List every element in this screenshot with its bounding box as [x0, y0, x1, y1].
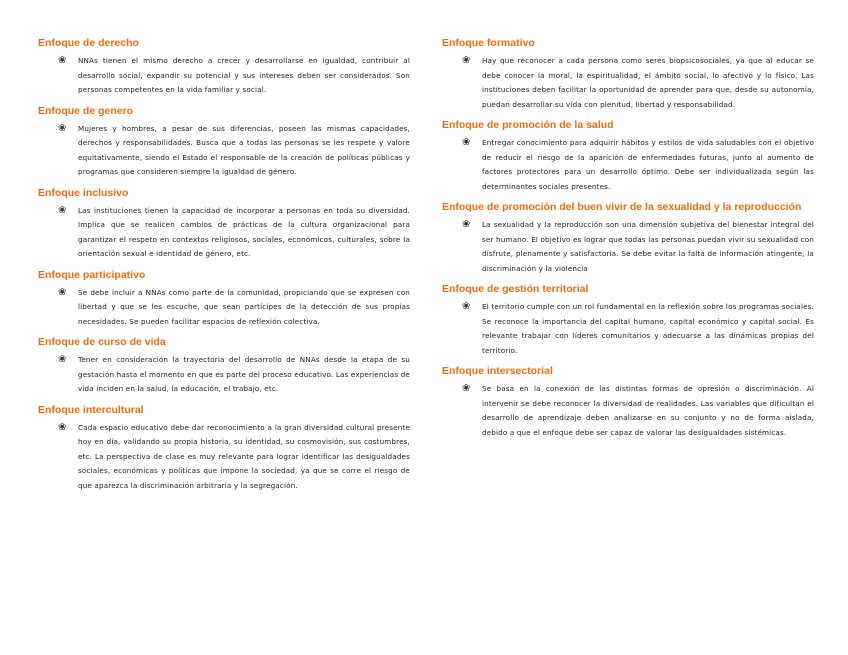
section-text: Tener en consideración la trayectoria del desarrollo de NNAs desde la etapa de su gestación hasta el momento en que es parte del proceso educativo. Las experiencias de vida inciden en la salud, la educación, el trabajo, etc.: [78, 355, 410, 393]
flower-bullet-icon: ❀: [462, 137, 471, 148]
section-inclusivo: [38, 186, 410, 262]
section-title: Enfoque intercultural: [38, 403, 144, 416]
section-intercultural: [38, 403, 410, 494]
right-column: [442, 36, 814, 446]
section-intersectorial: [442, 364, 814, 440]
flower-bullet-icon: ❀: [58, 286, 67, 298]
section-title: Enfoque de genero: [38, 104, 134, 117]
flower-bullet-icon: ❀: [58, 354, 67, 365]
section-text: Se debe incluir a NNAs como parte de la comunidad, propiciando que se expresen con libertad y que se les escuche, que sean partícipes de la detección de sus propias necesidades. Se pueden facilitar espacios de reflexión colectiva.: [78, 287, 410, 326]
list-item: [442, 300, 814, 358]
list-item: [38, 122, 410, 180]
list-item: [38, 54, 410, 98]
list-item: [442, 136, 814, 194]
list-item: [442, 382, 814, 440]
section-participativo: [38, 268, 410, 330]
section-promocion-salud: [442, 118, 814, 194]
section-title: Enfoque formativo: [442, 37, 535, 49]
list-item: [442, 54, 814, 112]
list-item: [442, 218, 814, 276]
list-item: [38, 286, 410, 330]
section-text: La sexualidad y la reproducción son una dimensión subjetiva del bienestar integral del ser humano. El objetivo es lograr que todas las personas puedan vivir su sexualidad con disfrute, plenamente y satisfactoria. Se debe evitar la falta de información atingente, la discriminación y la violencia: [482, 220, 814, 273]
section-curso-de-vida: [38, 335, 410, 397]
flower-bullet-icon: ❀: [58, 55, 67, 66]
section-text: Hay que reconocer a cada persona como seres biopsicosociales, ya que al educar se debe conocer la moral, la espiritualidad, el ámbito social, lo afectivo y lo físico. Las instituciones deben facilitar la oportunidad de aprender para que, desde su autonomía, puedan desarrollar su vida con plenitud, libertad y responsabilidad.: [482, 56, 814, 109]
section-title: Enfoque intersectorial: [442, 365, 553, 377]
section-title: Enfoque de promoción del buen vivir de la sexualidad y la reproducción: [442, 201, 802, 213]
section-gestion-territorial: [442, 282, 814, 358]
section-title: Enfoque de gestión territorial: [442, 283, 589, 295]
section-sexualidad-reproduccion: [442, 200, 814, 276]
left-column: [38, 36, 410, 499]
section-derecho: [38, 36, 410, 98]
list-item: [38, 353, 410, 397]
flower-bullet-icon: ❀: [462, 383, 471, 394]
flower-bullet-icon: ❀: [462, 55, 471, 66]
section-title: Enfoque inclusivo: [38, 186, 129, 199]
flower-bullet-icon: ❀: [462, 301, 471, 312]
section-text: Las instituciones tienen la capacidad de incorporar a personas en toda su diversidad. Implica que se realicen cambios de prácticas de la cultura organizacional para garantizar el respeto en contextos religiosos, sociales, económicos, culturales, sobre la orientación sexual e identidad de género, etc.: [78, 205, 410, 258]
list-item: [38, 421, 410, 494]
section-title: Enfoque de promoción de la salud: [442, 119, 614, 131]
flower-bullet-icon: ❀: [58, 204, 67, 216]
section-formativo: [442, 36, 814, 112]
section-genero: [38, 104, 410, 180]
section-text: Entregar conocimiento para adquirir hábitos y estilos de vida saludables con el objetivo de reducir el riesgo de la aparición de enfermedades futuras, junto al aumento de factores protectores para un desarrollo óptimo. Debe ser individualizada según las determinantes sociales presentes.: [482, 138, 814, 191]
flower-bullet-icon: ❀: [58, 421, 67, 433]
section-text: Cada espacio educativo debe dar reconocimiento a la gran diversidad cultural presente hoy en día, validando su propia historia, su identidad, su cosmovisión, sus costumbres, etc. La perspectiva de clase es muy relevante para lograr identificar las desigualdades sociales, económicas y políticas que impone la sociedad, ya que se corre el riesgo de que aparezca la discriminación arbitraria y la segregación.: [78, 422, 410, 490]
section-text: El territorio cumple con un rol fundamental en la reflexión sobre los programas sociales. Se reconoce la importancia del capital humano, capital económico y capital social. Es relevante trabajar con líderes comunitarios y adecuarse a las dinámicas propias del territorio.: [482, 302, 814, 355]
flower-bullet-icon: ❀: [462, 219, 471, 230]
section-title: Enfoque de derecho: [38, 37, 139, 49]
flower-bullet-icon: ❀: [58, 122, 67, 134]
section-text: Mujeres y hombres, a pesar de sus diferencias, poseen las mismas capacidades, derechos y responsabilidades. Busca que a todas las personas se les respete y valore equitativamente, siendo el Estado el responsable de la creación de políticas públicas y programas que consideren siempre la igualdad de género.: [78, 123, 410, 176]
list-item: [38, 204, 410, 262]
section-text: NNAs tienen el mismo derecho a crecer y desarrollarse en igualdad, contribuir al desarrollo social, expandir su potencial y sus intereses deben ser considerados. Son personas competentes en la vida familiar y social.: [78, 56, 410, 94]
section-title: Enfoque de curso de vida: [38, 336, 166, 348]
section-text: Se basa en la conexión de las distintas formas de opresión o discriminación. Al intervenir se debe reconocer la diversidad de realidades. Las variables que dificultan el desarrollo de aprendizaje deben analizarse en su conjunto y no de forma aislada, debido a que el enfoque debe ser capaz de valorar las desigualdades sistémicas.: [482, 384, 814, 437]
section-title: Enfoque participativo: [38, 268, 146, 281]
